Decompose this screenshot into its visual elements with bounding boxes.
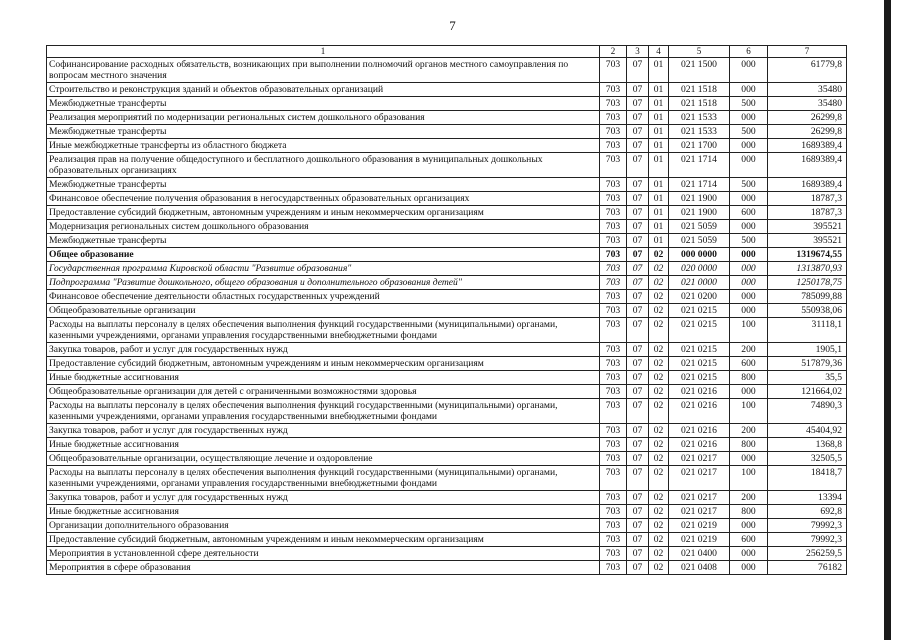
row-subsection-cell: 01 [649,192,669,206]
row-name-cell: Реализация прав на получение общедоступного и бесплатного дошкольного образования в муниципальных дошкольных образовательных организациях [47,153,600,178]
row-section-cell: 07 [627,424,649,438]
row-section-cell: 07 [627,438,649,452]
row-subsection-cell: 02 [649,547,669,561]
table-row [47,466,847,491]
row-target-cell: 021 0215 [669,357,730,371]
row-expense-type-cell: 100 [730,399,768,424]
row-amount-cell: 121664,02 [768,385,847,399]
row-expense-type-cell: 500 [730,125,768,139]
row-expense-type-cell: 000 [730,561,768,575]
row-ministry-cell: 703 [600,452,627,466]
budget-table-container [46,45,846,575]
row-subsection-cell: 01 [649,220,669,234]
row-expense-type-cell: 500 [730,234,768,248]
row-amount-cell: 26299,8 [768,125,847,139]
row-expense-type-cell: 600 [730,357,768,371]
table-row [47,248,847,262]
row-ministry-cell: 703 [600,192,627,206]
header-col-5: 5 [669,46,730,58]
row-target-cell: 021 0217 [669,452,730,466]
row-expense-type-cell: 000 [730,385,768,399]
table-row [47,262,847,276]
row-ministry-cell: 703 [600,248,627,262]
row-target-cell: 021 1714 [669,153,730,178]
row-subsection-cell: 02 [649,248,669,262]
row-section-cell: 07 [627,318,649,343]
row-name-cell: Строительство и реконструкция зданий и объектов образовательных организаций [47,83,600,97]
row-ministry-cell: 703 [600,206,627,220]
row-ministry-cell: 703 [600,519,627,533]
row-section-cell: 07 [627,533,649,547]
table-row [47,125,847,139]
row-name-cell: Межбюджетные трансферты [47,125,600,139]
row-ministry-cell: 703 [600,533,627,547]
row-ministry-cell: 703 [600,153,627,178]
row-amount-cell: 1689389,4 [768,139,847,153]
row-name-cell: Мероприятия в сфере образования [47,561,600,575]
row-section-cell: 07 [627,343,649,357]
table-row [47,97,847,111]
row-section-cell: 07 [627,290,649,304]
row-section-cell: 07 [627,248,649,262]
row-target-cell: 021 5059 [669,234,730,248]
row-section-cell: 07 [627,357,649,371]
row-expense-type-cell: 000 [730,304,768,318]
row-expense-type-cell: 800 [730,505,768,519]
row-amount-cell: 79992,3 [768,533,847,547]
table-row [47,290,847,304]
row-expense-type-cell: 200 [730,343,768,357]
row-expense-type-cell: 500 [730,97,768,111]
row-ministry-cell: 703 [600,399,627,424]
row-ministry-cell: 703 [600,276,627,290]
row-target-cell: 021 5059 [669,220,730,234]
row-ministry-cell: 703 [600,547,627,561]
row-expense-type-cell: 000 [730,220,768,234]
row-ministry-cell: 703 [600,304,627,318]
row-ministry-cell: 703 [600,290,627,304]
row-name-cell: Расходы на выплаты персоналу в целях обеспечения выполнения функций государственными (муниципальными) органами, казенными учреждениями, органами управления государственными внебюджетными фондами [47,399,600,424]
page-number: 7 [449,18,456,33]
table-row [47,519,847,533]
row-section-cell: 07 [627,111,649,125]
header-col-2: 2 [600,46,627,58]
row-ministry-cell: 703 [600,357,627,371]
row-subsection-cell: 02 [649,357,669,371]
row-name-cell: Иные бюджетные ассигнования [47,438,600,452]
table-row [47,505,847,519]
table-row [47,533,847,547]
header-col-1: 1 [47,46,600,58]
row-section-cell: 07 [627,505,649,519]
row-amount-cell: 35,5 [768,371,847,385]
row-name-cell: Софинансирование расходных обязательств, возникающих при выполнении полномочий органов местного самоуправления по вопросам местного значения [47,58,600,83]
row-target-cell: 021 0400 [669,547,730,561]
row-ministry-cell: 703 [600,234,627,248]
row-subsection-cell: 02 [649,385,669,399]
row-name-cell: Предоставление субсидий бюджетным, автономным учреждениям и иным некоммерческим организациям [47,357,600,371]
row-ministry-cell: 703 [600,220,627,234]
table-row [47,399,847,424]
row-expense-type-cell: 000 [730,452,768,466]
table-row [47,276,847,290]
row-ministry-cell: 703 [600,491,627,505]
row-section-cell: 07 [627,220,649,234]
row-expense-type-cell: 600 [730,206,768,220]
row-amount-cell: 1689389,4 [768,153,847,178]
row-amount-cell: 45404,92 [768,424,847,438]
row-target-cell: 021 0216 [669,399,730,424]
row-expense-type-cell: 200 [730,491,768,505]
table-header-row [47,46,847,58]
row-ministry-cell: 703 [600,111,627,125]
row-section-cell: 07 [627,125,649,139]
row-ministry-cell: 703 [600,262,627,276]
row-target-cell: 021 0000 [669,276,730,290]
table-row [47,371,847,385]
row-ministry-cell: 703 [600,343,627,357]
row-amount-cell: 13394 [768,491,847,505]
row-ministry-cell: 703 [600,139,627,153]
row-amount-cell: 395521 [768,220,847,234]
row-name-cell: Финансовое обеспечение деятельности областных государственных учреждений [47,290,600,304]
table-row [47,424,847,438]
row-subsection-cell: 01 [649,139,669,153]
row-expense-type-cell: 000 [730,519,768,533]
row-ministry-cell: 703 [600,97,627,111]
row-target-cell: 021 0219 [669,519,730,533]
row-amount-cell: 61779,8 [768,58,847,83]
row-amount-cell: 1313870,93 [768,262,847,276]
table-row [47,343,847,357]
table-row [47,491,847,505]
row-amount-cell: 26299,8 [768,111,847,125]
row-expense-type-cell: 200 [730,424,768,438]
row-subsection-cell: 01 [649,58,669,83]
row-target-cell: 021 1518 [669,83,730,97]
row-subsection-cell: 02 [649,452,669,466]
row-expense-type-cell: 000 [730,547,768,561]
row-target-cell: 021 1714 [669,178,730,192]
row-section-cell: 07 [627,519,649,533]
row-section-cell: 07 [627,466,649,491]
budget-table [46,45,847,575]
row-amount-cell: 32505,5 [768,452,847,466]
header-col-6: 6 [730,46,768,58]
row-subsection-cell: 01 [649,178,669,192]
row-subsection-cell: 02 [649,290,669,304]
row-target-cell: 021 0217 [669,491,730,505]
row-target-cell: 021 1900 [669,192,730,206]
row-subsection-cell: 01 [649,206,669,220]
row-expense-type-cell: 000 [730,276,768,290]
row-section-cell: 07 [627,58,649,83]
row-target-cell: 021 0215 [669,304,730,318]
row-expense-type-cell: 000 [730,192,768,206]
row-target-cell: 020 0000 [669,262,730,276]
row-section-cell: 07 [627,547,649,561]
row-amount-cell: 31118,1 [768,318,847,343]
row-expense-type-cell: 000 [730,111,768,125]
row-amount-cell: 1689389,4 [768,178,847,192]
row-expense-type-cell: 600 [730,533,768,547]
table-row [47,220,847,234]
row-subsection-cell: 02 [649,276,669,290]
row-amount-cell: 785099,88 [768,290,847,304]
row-subsection-cell: 02 [649,371,669,385]
table-row [47,58,847,83]
table-row [47,357,847,371]
row-name-cell: Межбюджетные трансферты [47,178,600,192]
row-section-cell: 07 [627,371,649,385]
row-section-cell: 07 [627,97,649,111]
row-section-cell: 07 [627,304,649,318]
row-expense-type-cell: 100 [730,318,768,343]
row-amount-cell: 1250178,75 [768,276,847,290]
row-subsection-cell: 01 [649,111,669,125]
row-name-cell: Подпрограмма "Развитие дошкольного, общего образования и дополнительного образования детей" [47,276,600,290]
row-ministry-cell: 703 [600,83,627,97]
row-target-cell: 021 0216 [669,424,730,438]
row-name-cell: Закупка товаров, работ и услуг для государственных нужд [47,343,600,357]
table-row [47,438,847,452]
row-amount-cell: 1368,8 [768,438,847,452]
row-amount-cell: 79992,3 [768,519,847,533]
row-subsection-cell: 02 [649,438,669,452]
row-name-cell: Закупка товаров, работ и услуг для государственных нужд [47,491,600,505]
row-subsection-cell: 01 [649,125,669,139]
row-section-cell: 07 [627,399,649,424]
row-name-cell: Общеобразовательные организации [47,304,600,318]
table-row [47,318,847,343]
row-subsection-cell: 01 [649,153,669,178]
row-target-cell: 021 0217 [669,466,730,491]
row-ministry-cell: 703 [600,466,627,491]
row-amount-cell: 1905,1 [768,343,847,357]
row-amount-cell: 550938,06 [768,304,847,318]
row-target-cell: 021 1900 [669,206,730,220]
row-section-cell: 07 [627,192,649,206]
row-target-cell: 021 0217 [669,505,730,519]
row-section-cell: 07 [627,262,649,276]
row-ministry-cell: 703 [600,561,627,575]
row-name-cell: Иные межбюджетные трансферты из областного бюджета [47,139,600,153]
row-target-cell: 000 0000 [669,248,730,262]
row-name-cell: Иные бюджетные ассигнования [47,371,600,385]
row-expense-type-cell: 000 [730,153,768,178]
row-subsection-cell: 02 [649,533,669,547]
row-target-cell: 021 1518 [669,97,730,111]
row-amount-cell: 18787,3 [768,206,847,220]
row-subsection-cell: 02 [649,466,669,491]
header-col-3: 3 [627,46,649,58]
row-amount-cell: 395521 [768,234,847,248]
row-expense-type-cell: 000 [730,248,768,262]
table-row [47,111,847,125]
row-target-cell: 021 0200 [669,290,730,304]
row-name-cell: Мероприятия в установленной сфере деятельности [47,547,600,561]
row-ministry-cell: 703 [600,125,627,139]
row-target-cell: 021 0215 [669,371,730,385]
row-subsection-cell: 01 [649,97,669,111]
row-target-cell: 021 0408 [669,561,730,575]
row-subsection-cell: 02 [649,318,669,343]
row-name-cell: Предоставление субсидий бюджетным, автономным учреждениям и иным некоммерческим организациям [47,206,600,220]
row-amount-cell: 1319674,55 [768,248,847,262]
row-amount-cell: 18787,3 [768,192,847,206]
table-row [47,83,847,97]
row-section-cell: 07 [627,452,649,466]
row-subsection-cell: 02 [649,561,669,575]
row-name-cell: Государственная программа Кировской области "Развитие образования" [47,262,600,276]
row-expense-type-cell: 000 [730,83,768,97]
row-target-cell: 021 1533 [669,125,730,139]
scan-edge-bar [884,0,891,640]
row-section-cell: 07 [627,153,649,178]
row-ministry-cell: 703 [600,318,627,343]
table-row [47,192,847,206]
row-section-cell: 07 [627,491,649,505]
row-section-cell: 07 [627,385,649,399]
row-amount-cell: 35480 [768,97,847,111]
row-section-cell: 07 [627,276,649,290]
row-subsection-cell: 02 [649,399,669,424]
row-target-cell: 021 0215 [669,318,730,343]
header-col-7: 7 [768,46,847,58]
row-subsection-cell: 02 [649,424,669,438]
row-subsection-cell: 01 [649,234,669,248]
table-row [47,304,847,318]
row-ministry-cell: 703 [600,178,627,192]
row-subsection-cell: 02 [649,505,669,519]
table-row [47,178,847,192]
row-section-cell: 07 [627,234,649,248]
row-target-cell: 021 1533 [669,111,730,125]
table-row [47,452,847,466]
table-row [47,547,847,561]
row-section-cell: 07 [627,561,649,575]
row-name-cell: Иные бюджетные ассигнования [47,505,600,519]
row-section-cell: 07 [627,83,649,97]
table-row [47,561,847,575]
table-row [47,153,847,178]
row-expense-type-cell: 500 [730,178,768,192]
table-body [47,58,847,575]
row-name-cell: Расходы на выплаты персоналу в целях обеспечения выполнения функций государственными (муниципальными) органами, казенными учреждениями, органами управления государственными внебюджетными фондами [47,318,600,343]
row-target-cell: 021 0216 [669,438,730,452]
row-name-cell: Модернизация региональных систем дошкольного образования [47,220,600,234]
row-name-cell: Реализация мероприятий по модернизации региональных систем дошкольного образования [47,111,600,125]
row-amount-cell: 74890,3 [768,399,847,424]
row-ministry-cell: 703 [600,385,627,399]
row-amount-cell: 692,8 [768,505,847,519]
row-expense-type-cell: 100 [730,466,768,491]
row-ministry-cell: 703 [600,58,627,83]
row-name-cell: Межбюджетные трансферты [47,97,600,111]
row-target-cell: 021 0215 [669,343,730,357]
row-name-cell: Общеобразовательные организации для детей с ограниченными возможностями здоровья [47,385,600,399]
row-name-cell: Межбюджетные трансферты [47,234,600,248]
row-section-cell: 07 [627,178,649,192]
row-subsection-cell: 02 [649,343,669,357]
row-name-cell: Финансовое обеспечение получения образования в негосударственных образовательных организациях [47,192,600,206]
table-row [47,385,847,399]
row-expense-type-cell: 800 [730,438,768,452]
row-subsection-cell: 01 [649,83,669,97]
row-subsection-cell: 02 [649,491,669,505]
row-ministry-cell: 703 [600,438,627,452]
row-section-cell: 07 [627,206,649,220]
row-amount-cell: 517879,36 [768,357,847,371]
row-expense-type-cell: 000 [730,290,768,304]
row-ministry-cell: 703 [600,505,627,519]
row-name-cell: Расходы на выплаты персоналу в целях обеспечения выполнения функций государственными (муниципальными) органами, казенными учреждениями, органами управления государственными внебюджетными фондами [47,466,600,491]
row-section-cell: 07 [627,139,649,153]
row-subsection-cell: 02 [649,519,669,533]
row-expense-type-cell: 000 [730,262,768,276]
row-target-cell: 021 0216 [669,385,730,399]
row-subsection-cell: 02 [649,304,669,318]
row-name-cell: Организации дополнительного образования [47,519,600,533]
row-amount-cell: 18418,7 [768,466,847,491]
row-amount-cell: 76182 [768,561,847,575]
row-name-cell: Закупка товаров, работ и услуг для государственных нужд [47,424,600,438]
table-row [47,234,847,248]
row-name-cell: Предоставление субсидий бюджетным, автономным учреждениям и иным некоммерческим организациям [47,533,600,547]
row-amount-cell: 256259,5 [768,547,847,561]
row-target-cell: 021 1700 [669,139,730,153]
header-col-4: 4 [649,46,669,58]
row-ministry-cell: 703 [600,371,627,385]
row-name-cell: Общеобразовательные организации, осуществляющие лечение и оздоровление [47,452,600,466]
row-expense-type-cell: 800 [730,371,768,385]
row-name-cell: Общее образование [47,248,600,262]
row-expense-type-cell: 000 [730,58,768,83]
row-amount-cell: 35480 [768,83,847,97]
row-expense-type-cell: 000 [730,139,768,153]
row-target-cell: 021 1500 [669,58,730,83]
row-ministry-cell: 703 [600,424,627,438]
table-row [47,139,847,153]
row-subsection-cell: 02 [649,262,669,276]
row-target-cell: 021 0219 [669,533,730,547]
table-row [47,206,847,220]
